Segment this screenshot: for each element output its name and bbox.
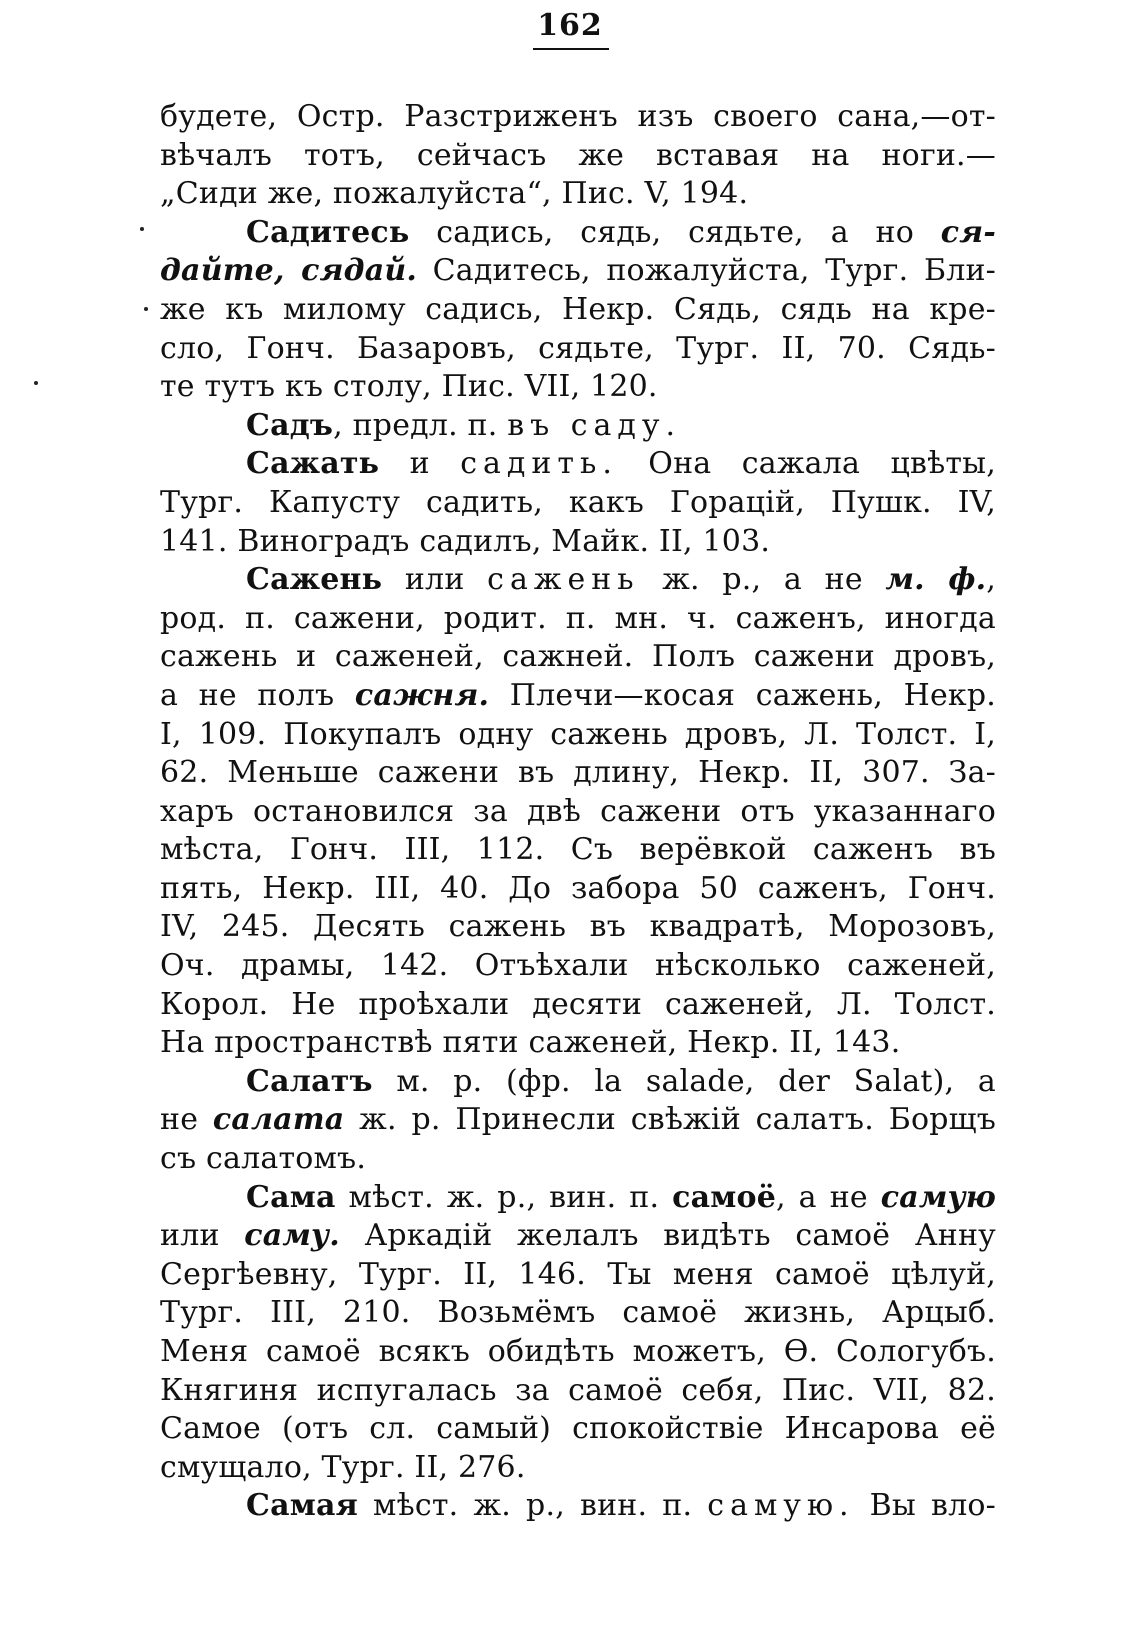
headword: Сажень (246, 562, 383, 598)
entry-line: дайте, сядай. Садитесь, пожалуйста, Тург. Бли- (160, 253, 996, 289)
text-line: 141. Виноградъ садилъ, Майк. II, 103. (160, 523, 771, 559)
wrong-form: саму. (244, 1218, 340, 1254)
text-line: Княгиня испугалась за самоё себя, Пис. VII, 82. (160, 1372, 996, 1408)
page-number: 162 (537, 8, 603, 43)
entry-line: Салатъ м. р. (фр. la salade, der Salat), а (246, 1063, 996, 1099)
text-line: пять, Некр. III, 40. До забора 50 саженъ, Гонч. (160, 870, 996, 906)
margin-speck (34, 381, 38, 385)
text-line: „Сиди же, пожалуйста“, Пис. V, 194. (160, 176, 749, 212)
text-line: Оч. драмы, 142. Отъѣхали нѣсколько саженей, (160, 948, 996, 984)
text-line: сло, Гонч. Базаровъ, сядьте, Тург. II, 70. Сядь- (160, 330, 996, 366)
text-line: 62. Меньше сажени въ длину, Некр. II, 307. За- (160, 755, 996, 791)
headword: Салатъ (246, 1063, 373, 1099)
wrong-form: м. ф. (885, 562, 987, 598)
entry-line: Сажень или сажень ж. р., а не м. ф., (246, 562, 996, 598)
text-line: род. п. сажени, родит. п. мн. ч. саженъ, иногда (160, 600, 996, 636)
text-line: Корол. Не проѣхали десяти саженей, Л. Толст. (160, 986, 996, 1022)
entry-line: Садитесь садись, сядь, сядьте, а но ся- (246, 214, 996, 250)
headword: Сажать (246, 446, 380, 482)
entry-line: Садъ, предл. п. въ саду. (246, 407, 682, 443)
text-line: будете, Остр. Разстриженъ изъ своего сана,—от- (160, 99, 996, 134)
spaced-form: въ саду. (507, 407, 682, 443)
margin-speck (140, 227, 144, 231)
text-line: Тург. III, 210. Возьмёмъ самоё жизнь, Арцыб. (160, 1295, 996, 1331)
text-line: Тург. Капусту садить, какъ Горацій, Пушк. IV, (160, 484, 996, 520)
entry-line: Сажать и садить. Она сажала цвѣты, (246, 446, 996, 482)
margin-speck (144, 307, 148, 311)
spaced-form: сажень (487, 562, 640, 598)
spaced-form: садить. (460, 446, 618, 482)
entry-line: Самая мѣст. ж. р., вин. п. самую. Вы вло- (246, 1488, 996, 1524)
headword: Садъ (246, 407, 334, 443)
text-line: Меня самоё всякъ обидѣть можетъ, Ѳ. Сологубъ. (160, 1334, 996, 1369)
text-line: же къ милому садись, Некр. Сядь, сядь на кре- (160, 291, 996, 327)
text-line: На пространствѣ пяти саженей, Некр. II, 143. (160, 1025, 901, 1061)
wrong-form: ся- (940, 214, 996, 250)
text-line: Сергѣевну, Тург. II, 146. Ты меня самоё цѣлуй, (160, 1256, 996, 1292)
text-line: IV, 245. Десять сажень въ квадратѣ, Морозовъ, (160, 909, 996, 945)
entry-line: а не полъ сажня. Плечи—косая сажень, Некр. (160, 677, 996, 713)
wrong-form: салата (212, 1102, 345, 1138)
wrong-form: сажня. (354, 677, 490, 713)
wrong-form: дайте, сядай. (160, 253, 417, 289)
entry-line: Сама мѣст. ж. р., вин. п. самоё, а не самую (246, 1179, 996, 1215)
page-number-underline (533, 48, 609, 50)
text-line: мѣста, Гонч. III, 112. Съ верёвкой саженъ въ (160, 832, 996, 868)
text-line: съ салатомъ. (160, 1141, 367, 1177)
text-line: вѣчалъ тотъ, сейчасъ же вставая на ноги.— (160, 137, 996, 173)
headword: Самая (246, 1488, 358, 1524)
text-line: сажень и саженей, сажней. Полъ сажени дровъ, (160, 639, 996, 675)
text-line: I, 109. Покупалъ одну сажень дровъ, Л. Толст. I, (160, 716, 996, 752)
text-line: смущало, Тург. II, 276. (160, 1449, 526, 1485)
text-line: харъ остановился за двѣ сажени отъ указаннаго (160, 793, 996, 829)
wrong-form: самую (880, 1179, 996, 1215)
spaced-form: самую. (707, 1488, 855, 1524)
text-line: Самое (отъ сл. самый) спокойствіе Инсарова её (160, 1411, 996, 1447)
headword: Сама (246, 1179, 336, 1215)
dictionary-text (160, 98, 996, 1526)
correct-form: самоё (672, 1179, 777, 1215)
entry-line: не салата ж. р. Принесли свѣжій салатъ. Борщъ (160, 1102, 996, 1138)
headword: Садитесь (246, 214, 410, 250)
text-line: те тутъ къ столу, Пис. VII, 120. (160, 369, 658, 405)
entry-line: или саму. Аркадій желалъ видѣть самоё Анну (160, 1218, 996, 1254)
